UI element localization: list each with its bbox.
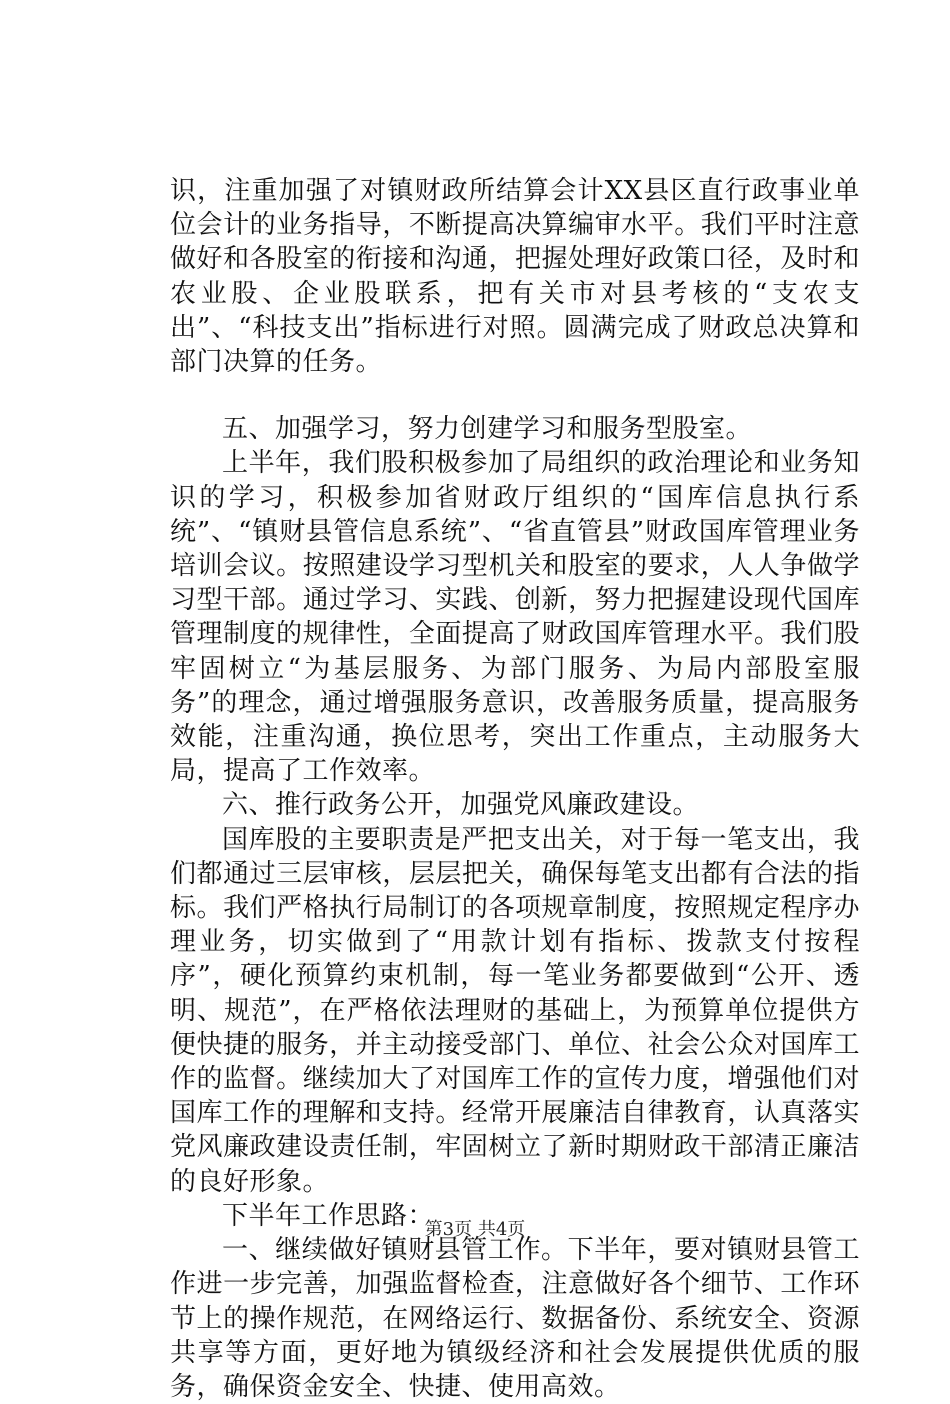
paragraph-continued-text: 识，注重加强了对镇财政所结算会计XX县区直行政事业单位会计的业务指导，不断提高决算编审水平。我们平时注意做好和各股室的衔接和沟通，把握处理好政策口径，及时和农业股、企业股联系，把有关市对县考核的“支农支出”、“科技支出”指标进行对照。圆满完成了财政总决算和部门决算的任务。 [170, 176, 860, 378]
page-number-footer: 第3页 共4页 [424, 1219, 526, 1240]
paragraph-learning: 上半年，我们股积极参加了局组织的政治理论和业务知识的学习，积极参加省财政厅组织的“国库信息执行系统”、“镇财县管信息系统”、“省直管县”财政国库管理业务培训会议。按照建设学习型机关和股室的要求，人人争做学习型干部。通过学习、实践、创新，努力把握建设现代国库管理制度的规律性，全面提高了财政国库管理水平。我们股牢固树立“为基层服务、为部门服务、为局内部股室服务”的理念，通过增强服务意识，改善服务质量，提高服务效能，注重沟通，换位思考，突出工作重点，主动服务大局，提高了工作效率。 [170, 448, 860, 787]
paragraph-integrity: 国库股的主要职责是严把支出关，对于每一笔支出，我们都通过三层审核，层层把关，确保每笔支出都有合法的指标。我们严格执行局制订的各项规章制度，按照规定程序办理业务，切实做到了“用款计划有指标、拨款支付按程序”，硬化预算约束机制，每一笔业务都要做到“公开、透明、规范”，在严格依法理财的基础上，为预算单位提供方便快捷的服务，并主动接受部门、单位、社会公众对国库工作的监督。继续加大了对国库工作的宣传力度，增强他们对国库工作的理解和支持。经常开展廉洁自律教育，认真落实党风廉政建设责任制，牢固树立了新时期财政干部清正廉洁的良好形象。 [170, 824, 860, 1197]
paragraph-gap [170, 379, 860, 412]
paragraph-plan-one: 一、继续做好镇财县管工作。下半年，要对镇财县管工作进一步完善，加强监督检查，注意做好各个细节、工作环节上的操作规范，在网络运行、数据备份、系统安全、资源共享等方面，更好地为镇级经济和社会发展提供优质的服务，确保资金安全、快捷、使用高效。 [170, 1235, 860, 1402]
section-heading-six: 六、推行政务公开，加强党风廉政建设。 [222, 790, 700, 821]
section-heading-five: 五、加强学习，努力创建学习和服务型股室。 [222, 414, 753, 445]
section-heading-second-half-plan: 下半年工作思路： [222, 1200, 435, 1231]
